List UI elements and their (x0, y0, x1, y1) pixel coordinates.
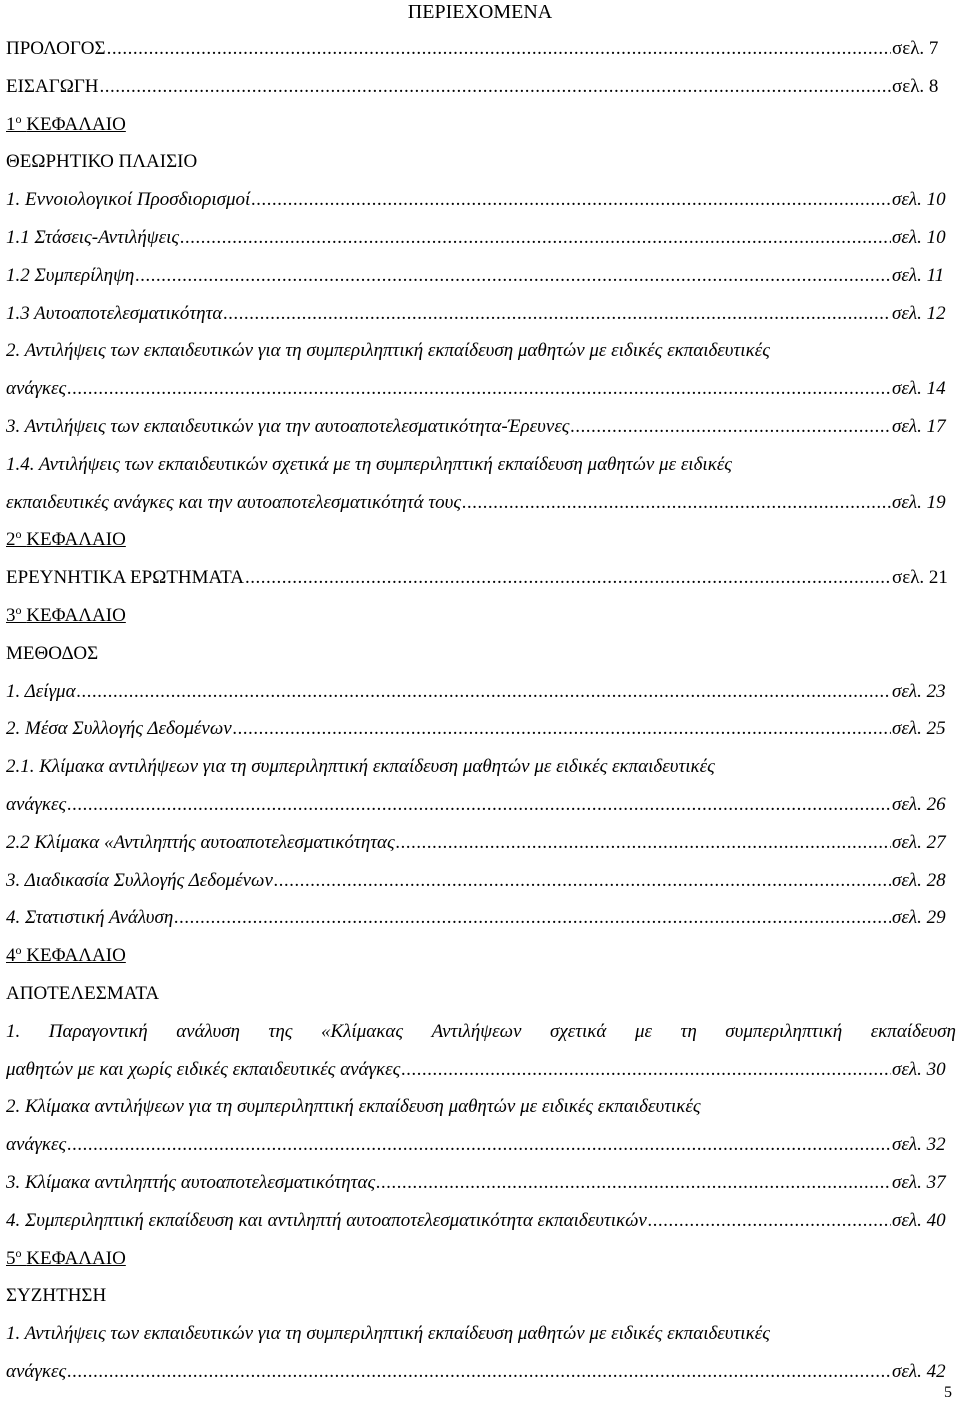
toc-entry-3[interactable] (6, 408, 956, 446)
toc-entry-text: 3. Κλίμακα αντιληπτής αυτοαποτελεσματικότητας (6, 1171, 376, 1193)
word: εκπαίδευση (870, 1020, 956, 1042)
chapter-1-title: ΘΕΩΡΗΤΙΚΟ ΠΛΑΙΣΙΟ (6, 151, 198, 173)
leader-dots (67, 370, 891, 408)
page-number: 5 (944, 1384, 952, 1401)
word: της (268, 1020, 293, 1042)
toc-entry-1-4-line1[interactable]: 1.4. Αντιλήψεις των εκπαιδευτικών σχετικά με τη συμπεριληπτική εκπαίδευση μαθητών με ειδικές (6, 453, 733, 475)
toc-entry-1[interactable] (6, 181, 956, 219)
ordinal-superscript: ο (15, 527, 22, 542)
chapter-2-heading (6, 521, 956, 559)
chapter-label: ΚΕΦΑΛΑΙΟ (26, 604, 126, 626)
page-title: ΠΕΡΙΕΧΟΜΕΝΑ (407, 1, 553, 23)
toc-page-ref: σελ. 26 (892, 793, 946, 815)
toc-entry-research-questions[interactable] (6, 559, 956, 597)
toc-entry-text: 2.2 Κλίμακα «Αντιληπτής αυτοαποτελεσματικότητας (6, 831, 395, 853)
toc-entry-sample[interactable] (6, 673, 956, 711)
toc-entry-discussion-1[interactable] (6, 1353, 956, 1391)
toc-page-ref: σελ. 27 (892, 831, 946, 853)
toc-entry-text: ΕΡΕΥΝΗΤΙΚΑ ΕΡΩΤΗΜΑΤΑ (6, 567, 244, 589)
toc-entry-1-3[interactable] (6, 295, 956, 333)
leader-dots (77, 673, 891, 711)
toc-entry-1-2[interactable] (6, 257, 956, 295)
toc-entry-discussion-1-line1[interactable]: 1. Αντιλήψεις των εκπαιδευτικών για τη συμπεριληπτική εκπαίδευση μαθητών με ειδικές εκπαιδευτικές (6, 1323, 770, 1345)
word: Παραγοντική (48, 1020, 148, 1042)
toc-page-ref: σελ. 25 (892, 718, 946, 740)
leader-dots (180, 219, 891, 257)
toc-entry-text: ανάγκες (6, 1360, 67, 1382)
toc-entry-text: ανάγκες (6, 793, 67, 815)
toc-entry-text: 1. Εννοιολογικοί Προσδιορισμοί (6, 189, 251, 211)
toc-page-ref: σελ. 30 (892, 1058, 946, 1080)
leader-dots (174, 899, 891, 937)
chapter-number: 1 (6, 113, 16, 135)
toc-entry-text: εκπαιδευτικές ανάγκες και την αυτοαποτελεσματικότητά τους (6, 491, 462, 513)
chapter-number: 4 (6, 945, 16, 967)
leader-dots (462, 484, 891, 522)
leader-dots (100, 68, 891, 106)
leader-dots (571, 408, 891, 446)
toc-entry-2-1-line1[interactable]: 2.1. Κλίμακα αντιλήψεων για τη συμπεριληπτική εκπαίδευση μαθητών με ειδικές εκπαιδευτικές (6, 756, 715, 778)
toc-page-ref: σελ. 32 (892, 1134, 946, 1156)
toc-entry-text: 4. Συμπεριληπτική εκπαίδευση και αντιληπτή αυτοαποτελεσματικότητα εκπαιδευτικών (6, 1209, 647, 1231)
ordinal-superscript: ο (15, 111, 22, 126)
leader-dots (107, 30, 891, 68)
chapter-label: ΚΕΦΑΛΑΙΟ (26, 945, 126, 967)
toc-entry-text: 1.1 Στάσεις-Αντιλήψεις (6, 226, 180, 248)
leader-dots (67, 1353, 891, 1391)
ordinal-superscript: ο (15, 1245, 22, 1260)
toc-entry-2-2[interactable] (6, 824, 956, 862)
word: συμπεριληπτική (725, 1020, 843, 1042)
leader-dots (251, 181, 891, 219)
toc-page-ref: σελ. 8 (892, 75, 939, 97)
chapter-label: ΚΕΦΑΛΑΙΟ (26, 529, 126, 551)
chapter-3-heading (6, 597, 956, 635)
word: τη (680, 1020, 697, 1042)
ordinal-superscript: ο (15, 943, 22, 958)
toc-page-ref: σελ. 10 (892, 226, 946, 248)
leader-dots (245, 559, 891, 597)
leader-dots (396, 824, 891, 862)
toc-page-ref: σελ. 40 (892, 1209, 946, 1231)
toc-page-ref: σελ. 12 (892, 302, 946, 324)
toc-entry-text: 1.3 Αυτοαποτελεσματικότητα (6, 302, 223, 324)
leader-dots (223, 295, 891, 333)
word: με (634, 1020, 652, 1042)
toc-entry-text: 2. Μέσα Συλλογής Δεδομένων (6, 718, 232, 740)
chapter-label: ΚΕΦΑΛΑΙΟ (26, 1247, 126, 1269)
toc-page-ref: σελ. 10 (892, 189, 946, 211)
word: σχετικά (550, 1020, 607, 1042)
leader-dots (376, 1164, 891, 1202)
chapter-number: 2 (6, 529, 16, 551)
toc-entry-results-3[interactable] (6, 1164, 956, 1202)
toc-entry-text: ανάγκες (6, 1134, 67, 1156)
chapter-number: 5 (6, 1247, 16, 1269)
toc-entry-data-collection[interactable] (6, 862, 956, 900)
toc-entry-text: 1. Δείγμα (6, 680, 76, 702)
toc-entry-factor-analysis-line1[interactable] (6, 1013, 956, 1051)
chapter-5-heading (6, 1240, 956, 1278)
word: «Κλίμακας (321, 1020, 404, 1042)
toc-entry-factor-analysis[interactable] (6, 1051, 956, 1089)
leader-dots (67, 1126, 891, 1164)
chapter-5-title: ΣΥΖΗΤΗΣΗ (6, 1285, 107, 1307)
toc-entry-eisagogi[interactable] (6, 68, 956, 106)
ordinal-superscript: ο (15, 602, 22, 617)
toc-entry-text: 4. Στατιστική Ανάλυση (6, 907, 174, 929)
table-of-contents (6, 30, 956, 1391)
word: 1. (6, 1020, 21, 1042)
toc-page-ref: σελ. 7 (892, 38, 939, 59)
toc-entry-text: ανάγκες (6, 378, 67, 400)
toc-entry-results-2[interactable] (6, 1126, 956, 1164)
leader-dots (233, 710, 891, 748)
chapter-4-heading (6, 937, 956, 975)
toc-entry-text: μαθητών με και χωρίς ειδικές εκπαιδευτικές ανάγκες (6, 1058, 401, 1080)
toc-page-ref: σελ. 21 (892, 567, 948, 589)
word: ανάλυση (176, 1020, 240, 1042)
toc-page-ref: σελ. 19 (892, 491, 946, 513)
toc-entry-text: 3. Διαδικασία Συλλογής Δεδομένων (6, 869, 273, 891)
toc-entry-text: ΠΡΟΛΟΓΟΣ (6, 38, 106, 59)
chapter-1-heading (6, 106, 956, 144)
toc-entry-results-4[interactable] (6, 1202, 956, 1240)
toc-entry-2-line1[interactable]: 2. Αντιλήψεις των εκπαιδευτικών για τη συμπεριληπτική εκπαίδευση μαθητών με ειδικές εκπαιδευτικές (6, 340, 770, 362)
toc-entry-results-2-line1[interactable]: 2. Κλίμακα αντιλήψεων για τη συμπεριληπτική εκπαίδευση μαθητών με ειδικές εκπαιδευτικές (6, 1096, 701, 1118)
leader-dots (274, 862, 891, 900)
leader-dots (401, 1051, 891, 1089)
toc-entry-text: 3. Αντιλήψεις των εκπαιδευτικών για την αυτοαποτελεσματικότητα-Έρευνες (6, 415, 570, 437)
toc-page-ref: σελ. 14 (892, 378, 946, 400)
toc-entry-1-4[interactable] (6, 484, 956, 522)
chapter-3-title: ΜΕΘΟΔΟΣ (6, 642, 99, 664)
toc-entry-text: 1.2 Συμπερίληψη (6, 264, 135, 286)
toc-entry-statistics[interactable] (6, 899, 956, 937)
toc-page-ref: σελ. 28 (892, 869, 946, 891)
toc-page-ref: σελ. 17 (892, 415, 946, 437)
toc-entry-2[interactable] (6, 370, 956, 408)
leader-dots (67, 786, 891, 824)
chapter-number: 3 (6, 604, 16, 626)
toc-page-ref: σελ. 37 (892, 1171, 946, 1193)
toc-page-ref: σελ. 29 (892, 907, 946, 929)
word: Αντιλήψεων (431, 1020, 522, 1042)
chapter-label: ΚΕΦΑΛΑΙΟ (26, 113, 126, 135)
toc-entry-2-1[interactable] (6, 786, 956, 824)
leader-dots (648, 1202, 891, 1240)
toc-page-ref: σελ. 23 (892, 680, 946, 702)
toc-entry-1-1[interactable] (6, 219, 956, 257)
toc-entry-data-means[interactable] (6, 710, 956, 748)
toc-entry-prologos[interactable] (6, 30, 956, 68)
toc-page-ref: σελ. 42 (892, 1360, 946, 1382)
leader-dots (135, 257, 891, 295)
toc-entry-text: ΕΙΣΑΓΩΓΗ (6, 75, 99, 97)
toc-page-ref: σελ. 11 (892, 264, 945, 286)
chapter-4-title: ΑΠΟΤΕΛΕΣΜΑΤΑ (6, 982, 160, 1004)
